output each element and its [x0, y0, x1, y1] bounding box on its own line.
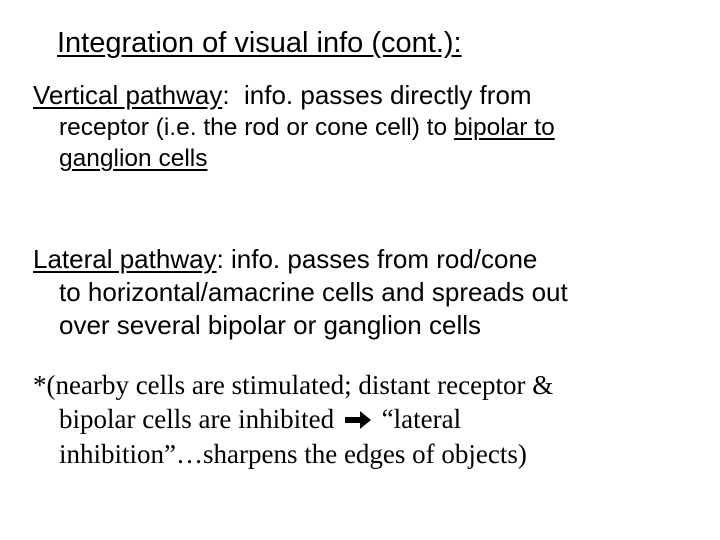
vertical-pathway-text-1: info. passes directly from — [229, 80, 532, 110]
vertical-pathway-line-3 — [33, 143, 555, 174]
lateral-pathway-line-1 — [33, 243, 568, 276]
vertical-pathway-line-2 — [33, 112, 555, 143]
lateral-pathway-term: Lateral pathway — [33, 244, 217, 274]
slide-title — [57, 26, 462, 61]
bipolar-link-text: bipolar to — [453, 114, 555, 142]
vertical-pathway-line-1 — [33, 79, 555, 112]
vertical-pathway-term: Vertical pathway — [33, 80, 223, 110]
lateral-pathway-line-2: to horizontal/amacrine cells and spreads out — [59, 277, 568, 308]
lateral-pathway-line-3: over several bipolar or ganglion cells — [59, 310, 482, 341]
note-line-1: *(nearby cells are stimulated; distant receptor & — [33, 370, 554, 400]
lateral-pathway-text-1: : info. passes from rod/cone — [216, 244, 538, 274]
ganglion-cells-text: ganglion cells — [59, 145, 208, 173]
right-arrow-icon — [343, 410, 373, 430]
lateral-inhibition-note — [33, 368, 553, 471]
note-line-3: inhibition”…sharpens the edges of objects) — [59, 438, 527, 469]
note-text-after-arrow: “lateral — [374, 404, 462, 435]
note-text-before-arrow: bipolar cells are inhibited — [59, 404, 341, 435]
vertical-pathway-paragraph — [33, 79, 555, 174]
vertical-pathway-text-2: receptor (i.e. the rod or cone cell) to — [59, 114, 454, 142]
slide-title-text: Integration of visual info (cont.): — [57, 27, 462, 59]
note-line-2 — [33, 402, 553, 436]
vertical-pathway-colon: : — [222, 80, 230, 110]
lateral-pathway-paragraph — [33, 243, 568, 342]
